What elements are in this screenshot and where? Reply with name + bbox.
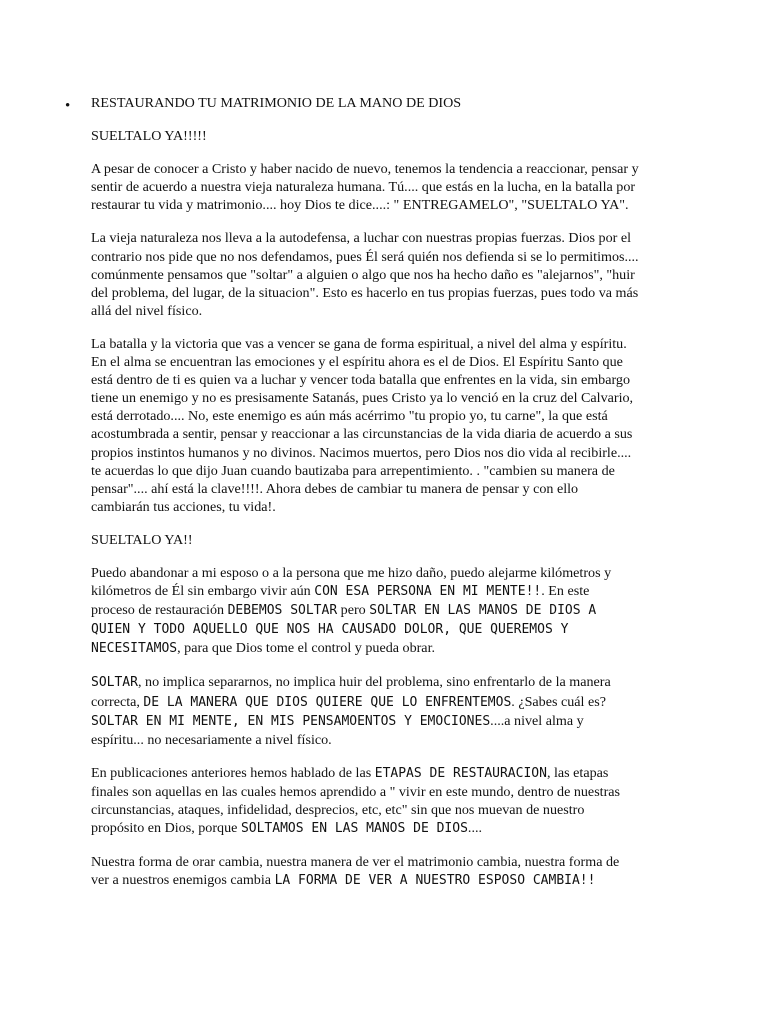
p5-caps-e: SOLTAR EN MI MENTE, EN MIS PENSAMOENTOS Y EMOCIONES [91, 713, 491, 729]
p6-text-c: , las etapas finales son aquellas en las cuales hemos aprendido a " vivir en este mundo, dentro de nuestras circunstancias, ataques, infidelidad, desprecios, etc, etc" sin que nos muevan de nuestro propósito en Dios, porque [91, 764, 621, 837]
paragraph-6 [91, 764, 691, 838]
paragraph-3: La batalla y la victoria que vas a vencer se gana de forma espiritual, a nivel del alma y espíritu. En el alma se encuentran las emociones y el espíritu ahora es el de Dios. El Espíritu Santo que está dentro de ti es quien va a luchar y vencer toda batalla que enfrentes en la vida, sin embargo tiene un enemigo y no es presisamente Satanás, pues Cristo ya lo venció en la cruz del Calvario, está derrotado.... No, este enemigo es aún más acérrimo "tu propio yo, tu carne", la que está acostumbrada a sentir, pensar y reaccionar a las circunstancias de la vida diaria de acuerdo a sus propios instintos humanos y no divinos. Nacimos muertos, pero Dios nos dio vida al recibirle.... te acuerdas lo que dijo Juan cuando bautizaba para arrepentimiento. . "cambien su manera de pensar".... ahí está la clave!!!!. Ahora debes de cambiar tu manera de pensar y con ello cambiarán tus acciones, tu vida!. [91, 335, 634, 515]
p4-text-a: Puedo abandonar a mi esposo o a la persona que me hizo daño, puedo alejarme kilómetros y kilómetros de Él sin embargo vivir aún [91, 564, 612, 600]
section-subtitle: SUELTALO YA!! [91, 531, 193, 548]
p5-text-f: ....a nivel alma y espíritu... no necesariamente a nivel físico. [91, 712, 584, 748]
p5-caps-a: SOLTAR [91, 675, 138, 691]
document-title: RESTAURANDO TU MATRIMONIO DE LA MANO DE DIOS [91, 95, 462, 111]
p6-caps-d: SOLTAMOS EN LAS MANOS DE DIOS [240, 821, 468, 837]
p5-text-b: , no implica separarnos, no implica huir del problema, sino enfrentarlo de la manera correcta, [91, 674, 611, 710]
paragraph-1: A pesar de conocer a Cristo y haber nacido de nuevo, tenemos la tendencia a reaccionar, pensar y sentir de acuerdo a nuestra vieja naturaleza humana. Tú.... que estás en la lucha, en la batalla por restaurar tu vida y matrimonio.... hoy Dios te dice....: " ENTREGAMELO", "SUELTALO YA". [91, 161, 639, 214]
bullet-icon: • [65, 98, 71, 114]
p5-caps-c: DE LA MANERA QUE DIOS QUIERE QUE LO ENFRENTEMOS [143, 694, 512, 710]
p5-text-d: . ¿Sabes cuál es? [511, 693, 606, 710]
p4-text-c: . En este proceso de restauración [91, 583, 590, 619]
p7-text-a: Nuestra forma de orar cambia, nuestra manera de ver el matrimonio cambia, nuestra forma de ver a nuestros enemigos cambia [91, 854, 620, 889]
p4-caps-d: DEBEMOS SOLTAR [227, 603, 338, 619]
p4-caps-b: CON ESA PERSONA EN MI MENTE!! [314, 584, 542, 600]
p7-caps-b: LA FORMA DE VER A NUESTRO ESPOSO CAMBIA!! [274, 873, 596, 889]
p6-text-e: .... [467, 820, 483, 837]
paragraph-2: La vieja naturaleza nos lleva a la autodefensa, a luchar con nuestras propias fuerzas. Dios por el contrario nos pide que no nos defendamos, pues Él será quién nos defienda si se lo permitimos.... comúnmente pensamos que "soltar" a alguien o algo que nos ha hecho daño es "alejarnos", "huir del problema, del lugar, de la situacion". Esto es hacerlo en tus propias fuerzas, pues todo va más allá del nivel físico. [91, 230, 639, 319]
p6-caps-b: ETAPAS DE RESTAURACION [374, 765, 547, 781]
paragraph-7 [91, 853, 691, 890]
paragraph-5 [91, 673, 691, 748]
p4-caps-f: SOLTAR EN LAS MANOS DE DIOS A QUIEN Y TODO AQUELLO QUE NOS HA CAUSADO DOLOR, QUE QUEREMOS Y NECESITAMOS [91, 603, 597, 657]
p4-text-e: pero [337, 602, 370, 619]
document-body [91, 94, 691, 905]
p4-text-g: , para que Dios tome el control y pueda obrar. [177, 640, 436, 657]
document-subtitle: SUELTALO YA!!!!! [91, 128, 207, 145]
paragraph-4 [91, 564, 691, 658]
p6-text-a: En publicaciones anteriores hemos hablado de las [91, 764, 375, 781]
